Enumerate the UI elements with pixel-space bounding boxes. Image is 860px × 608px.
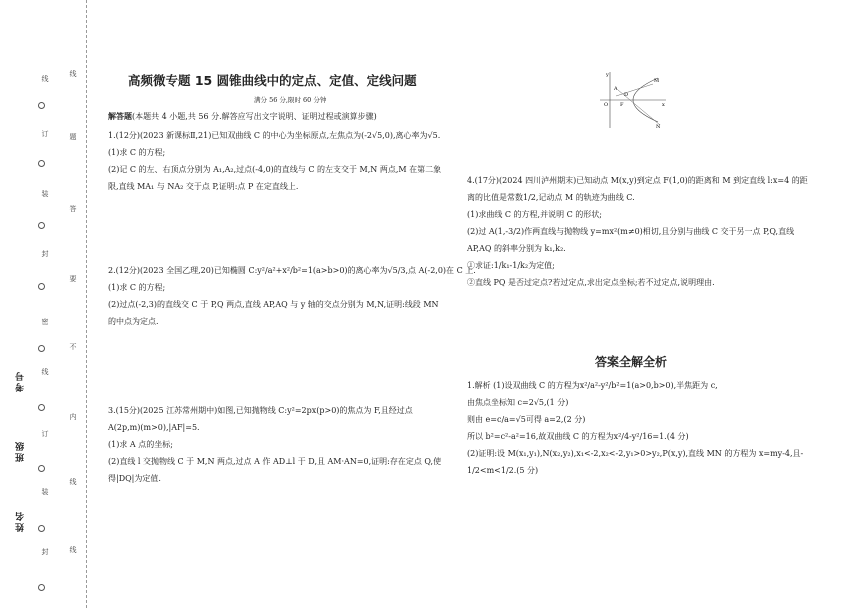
answer-line: 则由 e=c/a=√5可得 a=2,(2 分) <box>467 415 586 424</box>
binding-margin <box>0 0 100 608</box>
q4-line: 4.(17分)(2024 四川泸州期末)已知动点 M(x,y)到定点 F(1,0)的距离和 M 到定直线 l:x=4 的距 <box>467 176 808 185</box>
binding-hole <box>38 404 45 411</box>
q3-line: (1)求 A 点的坐标; <box>108 440 173 449</box>
margin-mark: 不 <box>69 343 77 350</box>
answer-1 <box>467 377 803 479</box>
answer-line: 由焦点坐标知 c=2√5,(1 分) <box>467 398 569 407</box>
answer-line: 1.解析 (1)设双曲线 C 的方程为x²/a²-y²/b²=1(a>0,b>0),半焦距为 c, <box>467 381 718 390</box>
answer-line: (2)证明:设 M(x₁,y₁),N(x₂,y₂),x₁<-2,x₂<-2,y₁>0>y₂,P(x,y),直线 MN 的方程为 x=my-4,且- <box>467 449 804 458</box>
margin-mark: 线 <box>69 546 77 553</box>
figure-label: y <box>606 72 609 78</box>
margin-mark: 装 <box>41 190 49 197</box>
margin-mark: 要 <box>69 275 77 282</box>
name-label: 姓名 <box>16 510 26 532</box>
answer-line: 所以 b²=c²-a²=16,故双曲线 C 的方程为x²/4-y²/16=1.(4 分) <box>467 432 689 441</box>
q4-line: ①求证:1/k₁-1/k₂为定值; <box>467 261 555 270</box>
binding-hole <box>38 102 45 109</box>
margin-mark: 密 <box>41 318 49 325</box>
figure-label: D <box>624 92 629 98</box>
q2-line: (2)过点(-2,3)的直线交 C 于 P,Q 两点,直线 AP,AQ 与 y 轴的交点分别为 M,N,证明:线段 MN <box>108 300 439 309</box>
figure-label: M <box>654 78 660 84</box>
margin-mark: 答 <box>69 205 77 212</box>
exam-number-label: 考号 <box>16 370 26 392</box>
score-time: 满分 56 分,限时 60 分钟 <box>254 96 327 104</box>
binding-hole <box>38 584 45 591</box>
figure-label: F <box>620 102 624 108</box>
figure-label: O <box>604 102 609 108</box>
margin-mark: 线 <box>69 478 77 485</box>
q1-line: 1.(12分)(2023 新课标Ⅱ,21)已知双曲线 C 的中心为坐标原点,左焦点为(-2√5,0),离心率为√5. <box>108 131 441 140</box>
margin-mark: 封 <box>41 548 49 555</box>
question-1 <box>108 127 441 195</box>
margin-mark: 题 <box>69 133 77 140</box>
binding-hole <box>38 525 45 532</box>
margin-mark: 订 <box>41 130 49 137</box>
q1-line: (2)记 C 的左、右顶点分别为 A₁,A₂,过点(-4,0)的直线与 C 的左支交于 M,N 两点,M 在第二象 <box>108 165 442 174</box>
figure-label: N <box>656 124 661 130</box>
question-4 <box>467 172 808 291</box>
intro <box>108 108 377 125</box>
q2-line: 的中点为定点. <box>108 317 159 326</box>
q3-line: 得|DQ|为定值. <box>108 474 161 483</box>
question-3 <box>108 402 441 487</box>
q3-line: (2)直线 l 交抛物线 C 于 M,N 两点,过点 A 作 AD⊥l 于 D,且 AM·AN=0,证明:存在定点 Q,使 <box>108 457 442 466</box>
q1-line: 限,直线 MA₁ 与 NA₂ 交于点 P,证明:点 P 在定直线上. <box>108 182 299 191</box>
cut-line <box>86 0 87 608</box>
q4-line: AP,AQ 的斜率分别为 k₁,k₂. <box>467 244 566 253</box>
binding-hole <box>38 283 45 290</box>
margin-mark: 装 <box>41 488 49 495</box>
margin-mark: 线 <box>41 75 49 82</box>
q3-line: A(2p,m)(m>0),|AF|=5. <box>108 423 200 432</box>
margin-mark: 线 <box>69 70 77 77</box>
parabola-figure <box>598 70 668 130</box>
answer-section-title: 答案全解全析 <box>595 355 668 369</box>
figure-label: x <box>662 102 665 108</box>
binding-hole <box>38 345 45 352</box>
binding-hole <box>38 160 45 167</box>
answer-line: 1/2<m<1/2.(5 分) <box>467 466 539 475</box>
page-title: 高频微专题 15 圆锥曲线中的定点、定值、定线问题 <box>128 73 417 88</box>
q4-line: (2)过 A(1,-3/2)作两直线与抛物线 y=mx²(m≠0)相切,且分别与曲线 C 交于另一点 P,Q,直线 <box>467 227 795 236</box>
margin-mark: 内 <box>69 413 77 420</box>
section-label: 解答题 <box>108 111 132 121</box>
q4-line: ②直线 PQ 是否过定点?若过定点,求出定点坐标;若不过定点,说明理由. <box>467 278 715 287</box>
q2-line: (1)求 C 的方程; <box>108 283 166 292</box>
q1-line: (1)求 C 的方程; <box>108 148 166 157</box>
question-2 <box>108 262 476 330</box>
binding-hole <box>38 222 45 229</box>
class-label: 班级 <box>16 440 26 462</box>
margin-mark: 封 <box>41 250 49 257</box>
figure-label: A <box>614 86 618 92</box>
q4-line: 离的比值是常数1/2,记动点 M 的轨迹为曲线 C. <box>467 193 635 202</box>
q4-line: (1)求曲线 C 的方程,并说明 C 的形状; <box>467 210 602 219</box>
margin-mark: 订 <box>41 430 49 437</box>
margin-mark: 线 <box>41 368 49 375</box>
section-instruction: (本题共 4 小题,共 56 分.解答应写出文字说明、证明过程或演算步骤) <box>132 112 377 121</box>
binding-hole <box>38 465 45 472</box>
q3-line: 3.(15分)(2025 江苏常州期中)如图,已知抛物线 C:y²=2px(p>0)的焦点为 F,且经过点 <box>108 406 413 415</box>
q2-line: 2.(12分)(2023 全国乙理,20)已知椭圆 C:y²/a²+x²/b²=1(a>b>0)的离心率为√5/3,点 A(-2,0)在 C 上. <box>108 266 476 275</box>
